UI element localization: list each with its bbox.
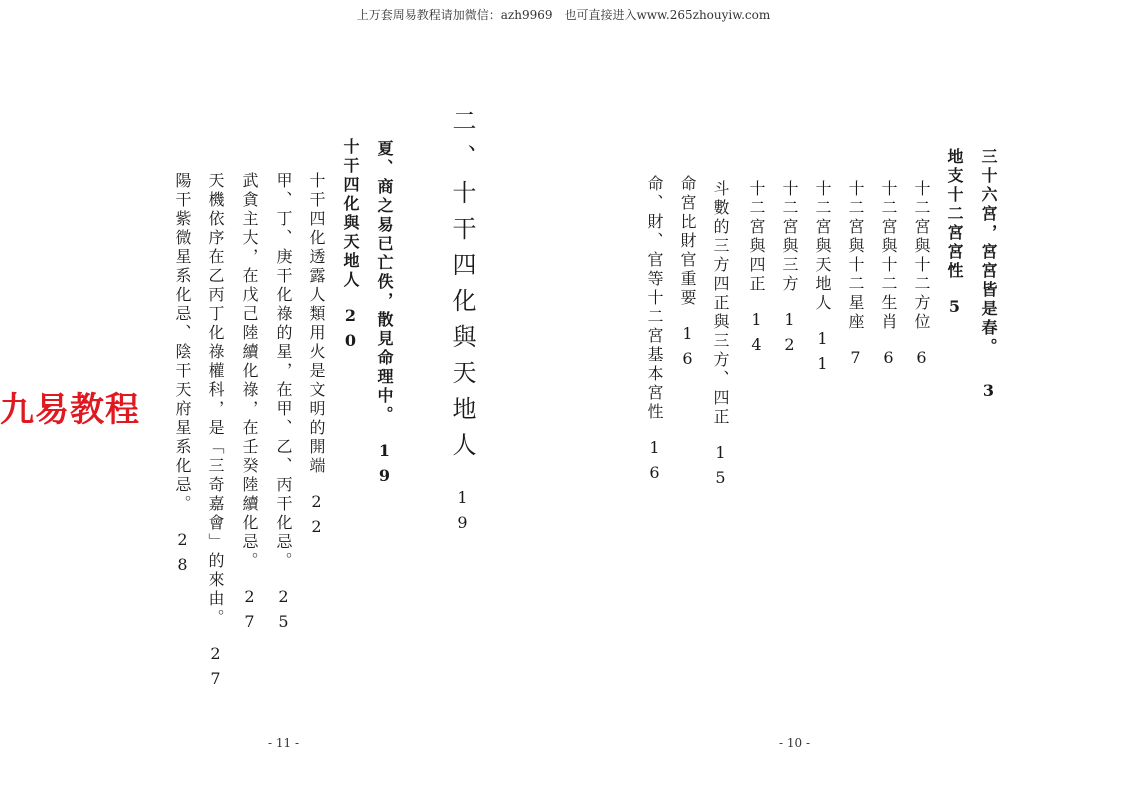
toc-line-text: 武貪主大，在戊己陸續化祿，在壬癸陸續化忌。 [240,172,259,571]
toc-line-num: 3 [979,381,998,406]
toc-line-3 [913,180,929,373]
toc-line-num: 6 [879,348,898,373]
toc-line-num: 19 [375,441,394,491]
toc-line-text: 十二宮與四正 [747,180,766,294]
toc-line-num: 15 [711,443,730,493]
chapter-title-num: 19 [453,488,472,538]
page-number-left: - 11 - [268,736,300,750]
toc-line-14 [308,172,324,542]
chapter-title [450,108,474,538]
toc-line-2 [946,148,962,322]
page-number-right: - 10 - [779,736,811,750]
toc-line-num: 27 [206,644,225,694]
toc-line-num: 14 [747,310,766,360]
toc-line-text: 命宮比財官重要 [678,175,697,308]
toc-line-10 [679,175,695,374]
toc-line-6 [814,180,830,379]
toc-line-9 [712,180,728,493]
toc-line-text: 陽干紫微星系化忌、陰干天府星系化忌。 [173,172,192,514]
toc-line-text: 天機依序在乙丙丁化祿權科，是「三奇嘉會」的來由。 [206,172,225,628]
toc-line-text: 夏、商之易已亡佚，散見命理中。 [375,140,394,425]
toc-line-18 [174,172,190,580]
toc-line-text: 命、財、官等十二宮基本宮性 [645,175,664,422]
toc-line-11 [646,175,662,488]
toc-line-num: 28 [173,530,192,580]
toc-line-13 [342,138,358,356]
toc-line-8 [748,180,764,360]
toc-line-7 [781,180,797,360]
chapter-title-text: 二、十干四化與天地人 [448,108,476,468]
toc-line-text: 三十六宮，宮宮皆是春。 [979,148,998,357]
toc-line-1 [980,148,996,406]
toc-line-text: 甲、丁、庚干化祿的星，在甲、乙、丙干化忌。 [274,172,293,571]
toc-line-5 [847,180,863,373]
toc-line-16 [241,172,257,637]
toc-line-num: 5 [945,297,964,322]
toc-line-num: 25 [274,587,293,637]
toc-line-num: 11 [813,329,832,379]
toc-line-17 [207,172,223,694]
toc-line-text: 十二宮與三方 [780,180,799,294]
toc-line-15 [275,172,291,637]
toc-line-num: 20 [341,306,360,356]
toc-line-text: 斗數的三方四正與三方、四正 [711,180,730,427]
toc-line-text: 十干四化透露人類用火是文明的開端 [307,172,326,476]
top-banner: 上万套周易教程请加微信：azh9969 也可直接进入www.265zhouyiw.com [356,8,771,22]
toc-line-num: 7 [846,348,865,373]
toc-line-num: 22 [307,492,326,542]
toc-line-text: 十二宮與十二方位 [912,180,931,332]
toc-line-text: 十干四化與天地人 [341,138,360,290]
toc-line-text: 十二宮與天地人 [813,180,832,313]
toc-line-text: 十二宮與十二生肖 [879,180,898,332]
toc-line-num: 27 [240,587,259,637]
toc-line-num: 16 [678,324,697,374]
toc-line-num: 12 [780,310,799,360]
toc-line-text: 十二宮與十二星座 [846,180,865,332]
watermark-logo: 九易教程 [0,390,140,430]
toc-line-4 [880,180,896,373]
toc-line-text: 地支十二宮宮性 [945,148,964,281]
toc-line-12 [376,140,392,491]
toc-line-num: 6 [912,348,931,373]
toc-line-num: 16 [645,438,664,488]
